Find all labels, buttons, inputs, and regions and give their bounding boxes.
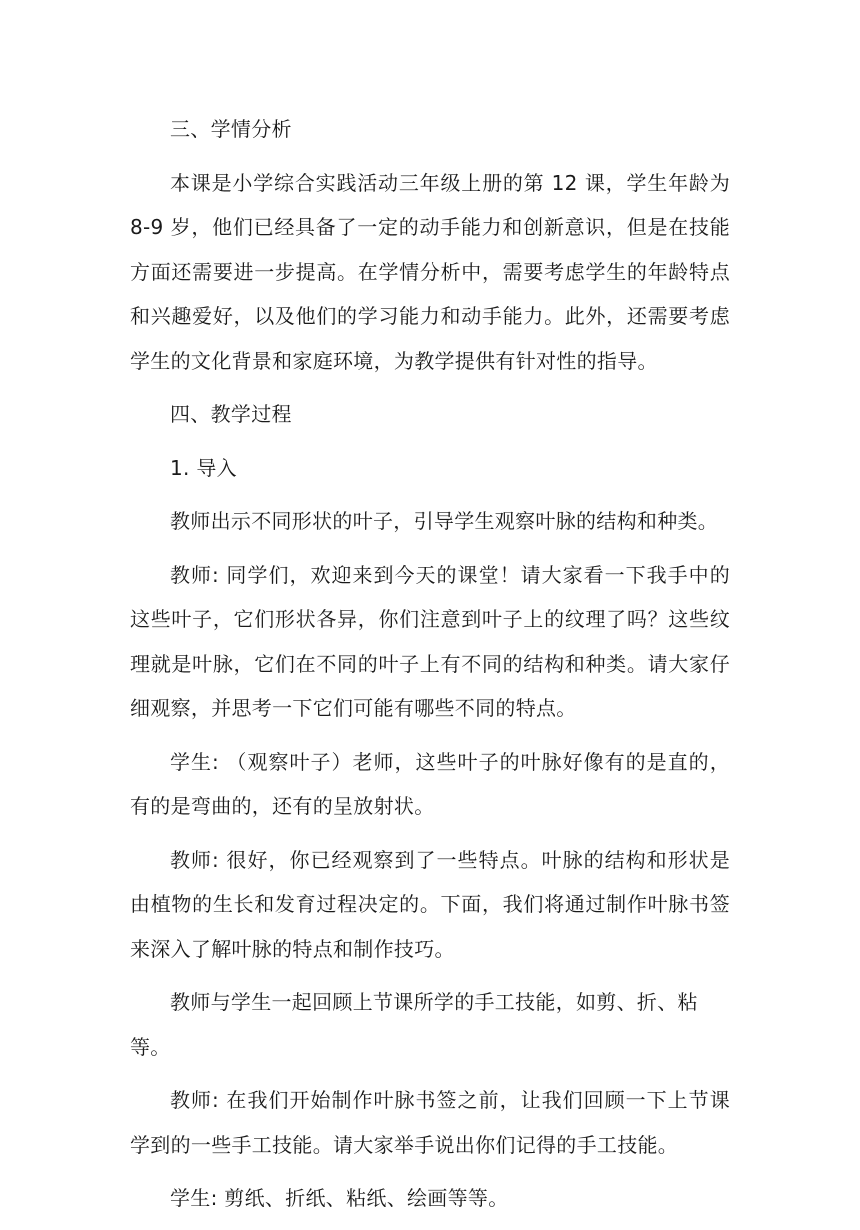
subheading-introduction: 1. 导入 (170, 455, 237, 480)
paragraph-teacher-shows-leaves: 教师出示不同形状的叶子，引导学生观察叶脉的结构和种类。 (170, 509, 719, 533)
paragraph-teacher-review-prompt: 教师: 在我们开始制作叶脉书签之前，让我们回顾一下上节课学到的一些手工技能。请大家举手说出你们记得的手工技能。 (130, 1088, 730, 1157)
document-page (130, 107, 730, 1230)
paragraph-teacher-welcome: 教师: 同学们，欢迎来到今天的课堂！请大家看一下我手中的这些叶子，它们形状各异，你们注意到叶子上的纹理了吗？这些纹理就是叶脉，它们在不同的叶子上有不同的结构和种类。请大家仔细观察，并思考一下它们可能有哪些不同的特点。 (130, 562, 730, 720)
section-heading-learner-analysis: 三、学情分析 (170, 117, 292, 141)
section-heading-teaching-process: 四、教学过程 (170, 402, 292, 426)
paragraph-learner-analysis: 本课是小学综合实践活动三年级上册的第 12 课，学生年龄为 8-9 岁，他们已经具备了一定的动手能力和创新意识，但是在技能方面还需要进一步提高。在学情分析中，需要考虑学生的年龄特点和兴趣爱好，以及他们的学习能力和动手能力。此外，还需要考虑学生的文化背景和家庭环境，为教学提供有针对性的指导。 (130, 170, 730, 373)
paragraph-student-answer: 学生: 剪纸、折纸、粘纸、绘画等等。 (170, 1186, 509, 1210)
paragraph-teacher-response: 教师: 很好，你已经观察到了一些特点。叶脉的结构和形状是由植物的生长和发育过程决定的。下面，我们将通过制作叶脉书签来深入了解叶脉的特点和制作技巧。 (130, 847, 730, 961)
paragraph-student-observation: 学生: （观察叶子）老师，这些叶子的叶脉好像有的是直的，有的是弯曲的，还有的呈放射状。 (130, 749, 730, 818)
paragraph-review-skills: 教师与学生一起回顾上节课所学的手工技能，如剪、折、粘等。 (130, 990, 698, 1059)
